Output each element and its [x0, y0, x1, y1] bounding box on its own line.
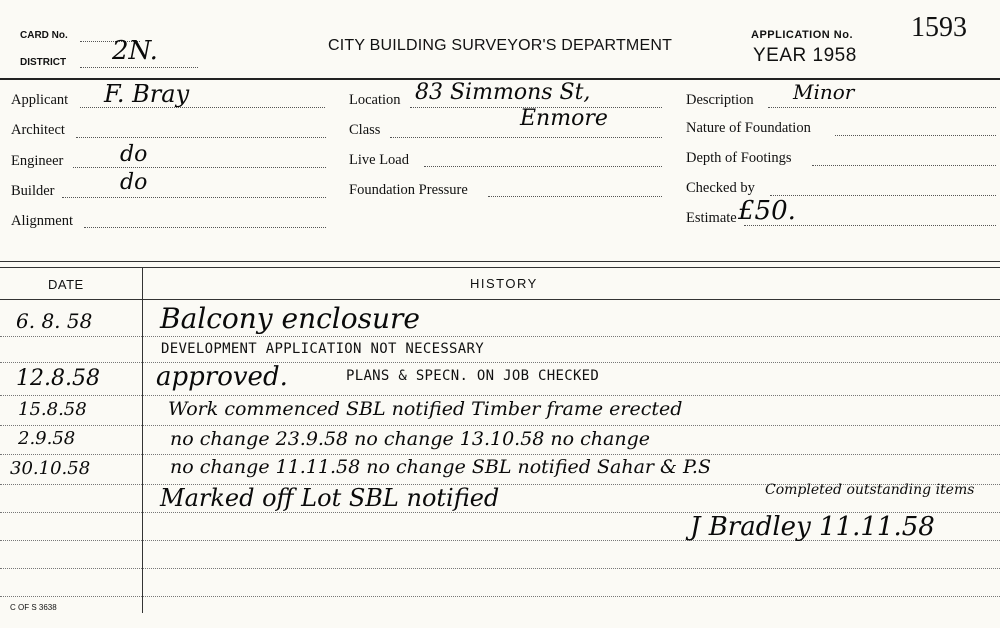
year-label: YEAR 1958	[753, 45, 857, 66]
history-header-rule	[0, 299, 1000, 300]
section-rule-top	[0, 261, 1000, 262]
history-entry: Work commenced SBL notified Timber frame erected	[168, 398, 683, 420]
class-value: Enmore	[520, 106, 608, 131]
district-value: 2N.	[112, 36, 158, 66]
engineer-value: do	[120, 142, 148, 167]
history-stamp: DEVELOPMENT APPLICATION NOT NECESSARY	[161, 341, 484, 357]
history-line	[0, 425, 1000, 426]
location-value: 83 Simmons St,	[415, 80, 591, 105]
applicant-value: F. Bray	[104, 80, 190, 108]
architect-label: Architect	[11, 122, 65, 138]
checked-by-label: Checked by	[686, 180, 755, 196]
alignment-line	[84, 227, 326, 228]
foundation-pressure-line	[488, 196, 662, 197]
depth-of-footings-label: Depth of Footings	[686, 150, 792, 166]
history-line	[0, 362, 1000, 363]
description-line	[768, 107, 996, 108]
signature: J Bradley 11.11.58	[690, 512, 935, 542]
history-entry: Marked off Lot SBL notified	[160, 484, 500, 512]
depth-of-footings-line	[812, 165, 996, 166]
date-column-divider	[142, 268, 143, 613]
applicant-label: Applicant	[11, 92, 69, 108]
application-label: APPLICATION No.	[751, 29, 854, 41]
district-label: DISTRICT	[20, 57, 67, 68]
description-value: Minor	[793, 80, 855, 104]
class-label: Class	[349, 122, 381, 138]
history-date: 6. 8. 58	[16, 309, 93, 333]
application-number: 1593	[911, 12, 967, 43]
nature-of-foundation-line	[835, 135, 996, 136]
history-note: Completed outstanding items	[765, 482, 975, 498]
history-date: 15.8.58	[18, 399, 87, 420]
card-no-label: CARD No.	[20, 30, 68, 41]
builder-line	[62, 197, 326, 198]
engineer-label: Engineer	[11, 153, 64, 169]
builder-value: do	[120, 170, 148, 195]
history-line	[0, 336, 1000, 337]
live-load-label: Live Load	[349, 152, 409, 168]
history-line	[0, 568, 1000, 569]
builder-label: Builder	[11, 183, 55, 199]
architect-line	[76, 137, 326, 138]
history-date: 12.8.58	[16, 366, 100, 391]
nature-of-foundation-label: Nature of Foundation	[686, 120, 811, 136]
department-title: CITY BUILDING SURVEYOR'S DEPARTMENT	[328, 37, 673, 54]
date-header: DATE	[48, 277, 84, 292]
checked-by-line	[770, 195, 996, 196]
location-label: Location	[349, 92, 401, 108]
history-header: HISTORY	[470, 276, 538, 291]
history-date: 2.9.58	[18, 428, 76, 449]
history-line	[0, 596, 1000, 597]
history-line	[0, 395, 1000, 396]
district-line	[80, 67, 198, 68]
form-code: C OF S 3638	[10, 603, 57, 612]
history-entry: Balcony enclosure	[160, 302, 420, 335]
description-label: Description	[686, 92, 754, 108]
alignment-label: Alignment	[11, 213, 74, 229]
history-entry: approved.	[156, 362, 288, 392]
estimate-value: £50.	[738, 196, 796, 226]
history-entry: no change 23.9.58 no change 13.10.58 no change	[170, 428, 650, 450]
history-line	[0, 454, 1000, 455]
engineer-line	[73, 167, 326, 168]
foundation-pressure-label: Foundation Pressure	[349, 182, 468, 198]
history-entry: no change 11.11.58 no change SBL notified Sahar & P.S	[170, 456, 711, 478]
live-load-line	[424, 166, 662, 167]
section-rule-bottom	[0, 267, 1000, 268]
history-date: 30.10.58	[10, 458, 91, 479]
history-stamp: PLANS & SPECN. ON JOB CHECKED	[346, 368, 600, 384]
class-line	[390, 137, 662, 138]
estimate-label: Estimate	[686, 210, 737, 226]
